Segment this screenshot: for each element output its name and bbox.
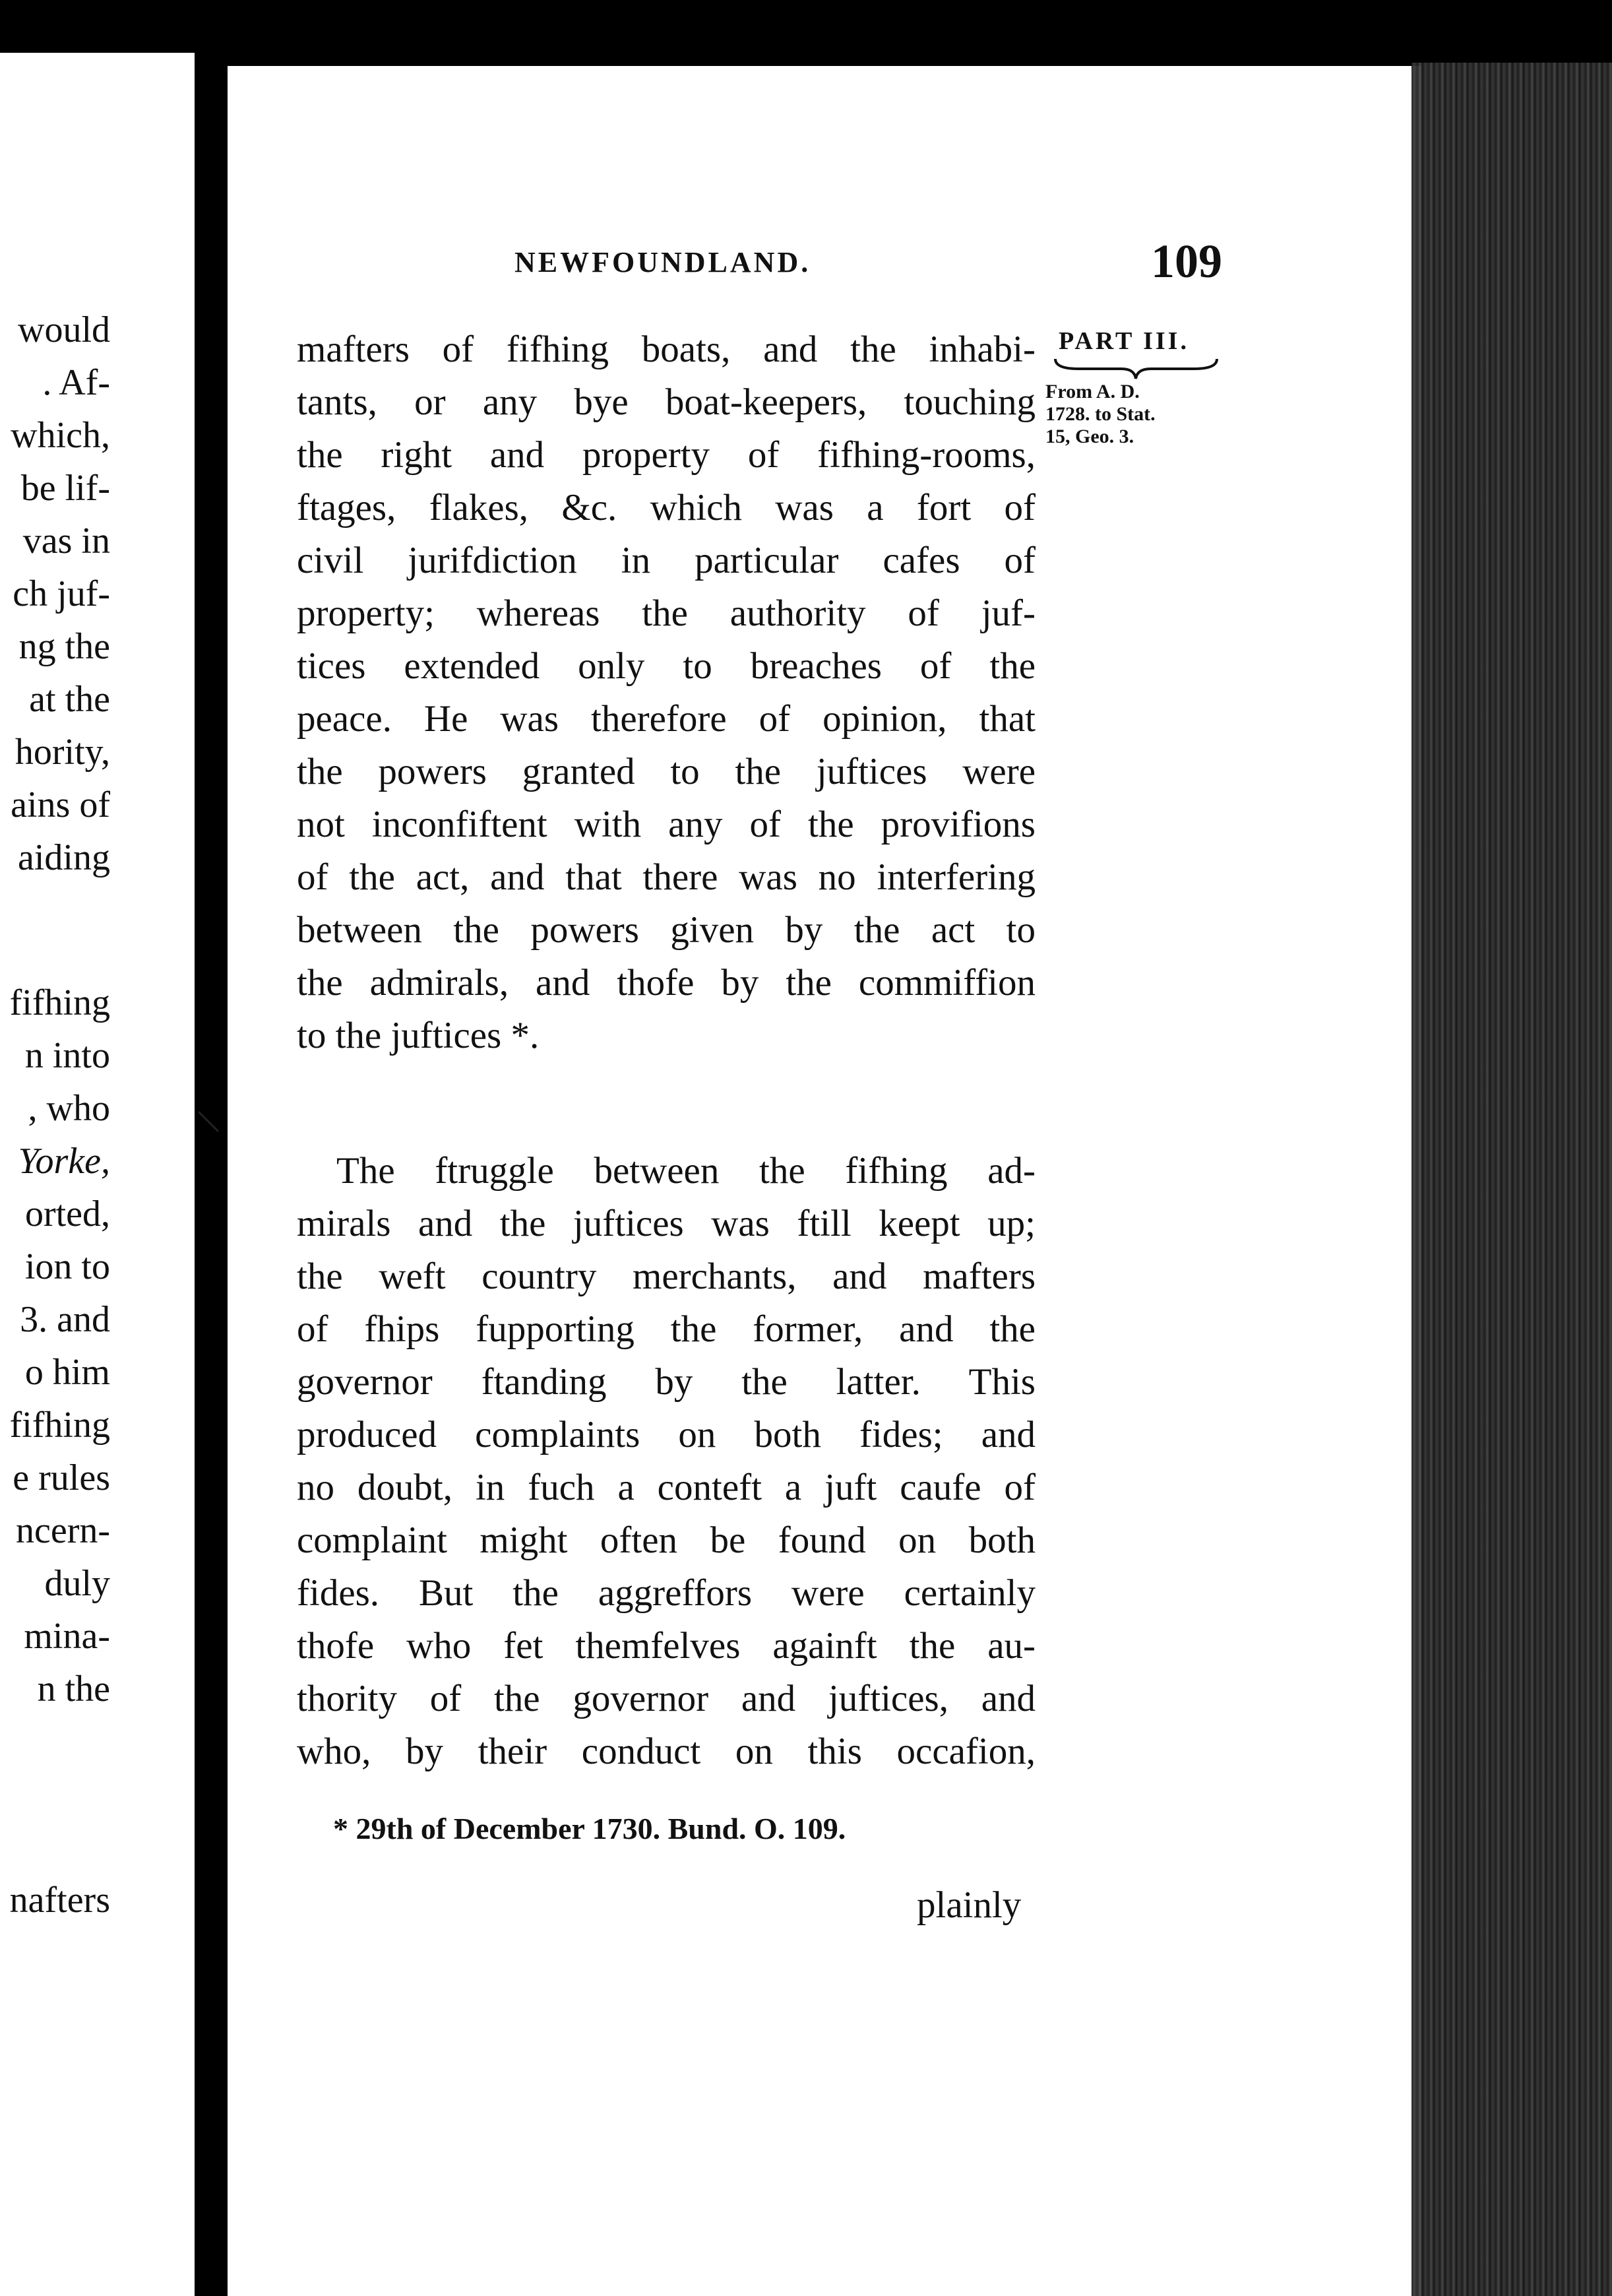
left-line: ncern- [15,1510,110,1551]
sidenote-part: PART III. [1059,327,1189,355]
left-catchword: nafters [9,1880,110,1921]
text-line: the right and property of fifhing-rooms, [297,434,1036,476]
left-line: would [18,309,110,350]
text-line: civil jurifdiction in particular cafes of [297,540,1036,581]
sidenote-range-line: 1728. to Stat. [1045,403,1156,425]
margin-sidenote [1045,327,1230,449]
left-line: at the [29,679,110,720]
left-line: orted, [24,1194,110,1234]
left-line: ch juf- [13,573,110,614]
margin-tick-mark [195,1108,222,1135]
text-line: between the powers given by the act to [297,909,1036,951]
left-page-text [10,303,110,1927]
left-line: fifhing [9,982,110,1023]
text-line: complaint might often be found on both [297,1519,1036,1561]
left-line: be lif- [20,468,110,509]
footnote: * 29th of December 1730. Bund. O. 109. [333,1812,846,1845]
curly-brace-icon [1052,356,1220,382]
left-page-fragment [0,53,195,2296]
left-line: duly [44,1563,110,1604]
text-line: of the act, and that there was no interfering [297,856,1036,898]
running-title: NEWFOUNDLAND. [514,246,811,278]
left-line: vas in [22,521,110,561]
left-line: , who [28,1088,110,1129]
left-line: o him [24,1352,110,1393]
text-line: property; whereas the authority of juf- [297,592,1036,634]
text-line: The ftruggle between the fifhing ad- [336,1150,1036,1192]
text-line: the weft country merchants, and mafters [297,1256,1036,1297]
left-line: which, [11,415,110,456]
text-line: ftages, flakes, &c. which was a fort of [297,487,1036,528]
text-line: thofe who fet themfelves againft the au- [297,1625,1036,1667]
page-number: 109 [1151,235,1222,288]
left-line: fifhing [9,1405,110,1446]
body-text [297,323,1036,1778]
left-line: aiding [18,837,110,878]
text-line: produced complaints on both fides; and [297,1414,1036,1455]
text-line: the admirals, and thofe by the commiffion [297,962,1036,1004]
left-line: 3. and [20,1299,110,1340]
text-line: tices extended only to breaches of the [297,645,1036,687]
text-line: who, by their conduct on this occafion, [297,1731,1036,1772]
left-line: n into [24,1035,110,1076]
catchword: plainly [917,1884,1022,1926]
text-line: mirals and the juftices was ftill keept up; [297,1203,1036,1244]
text-line: no doubt, in fuch a conteft a juft caufe of [297,1467,1036,1508]
sidenote-range-line: 15, Geo. 3. [1045,426,1134,447]
left-line: Yorke, [18,1141,110,1182]
left-line: n the [37,1669,110,1709]
left-line: mina- [24,1616,110,1657]
text-line: mafters of fifhing boats, and the inhabi- [297,329,1036,370]
page-gutter-shadow [1411,63,1612,2296]
text-line: thority of the governor and juftices, and [297,1678,1036,1719]
text-line: not inconfiftent with any of the provifions [297,804,1036,845]
left-line: ng the [18,626,110,667]
left-line: ion to [24,1246,110,1287]
left-line: e rules [13,1457,110,1498]
text-line: to the juftices *. [297,1015,540,1056]
text-line: fides. But the aggreffors were certainly [297,1572,1036,1614]
text-line: the powers granted to the juftices were [297,751,1036,792]
sidenote-range-line: From A. D. [1045,381,1140,402]
text-line: of fhips fupporting the former, and the [297,1308,1036,1350]
text-line: peace. He was therefore of opinion, that [297,698,1036,740]
left-line: . Af- [42,362,110,403]
left-line: ains of [11,784,110,825]
text-line: governor ftanding by the latter. This [297,1361,1036,1403]
text-line: tants, or any bye boat-keepers, touching [297,381,1036,423]
left-line: hority, [15,732,110,773]
